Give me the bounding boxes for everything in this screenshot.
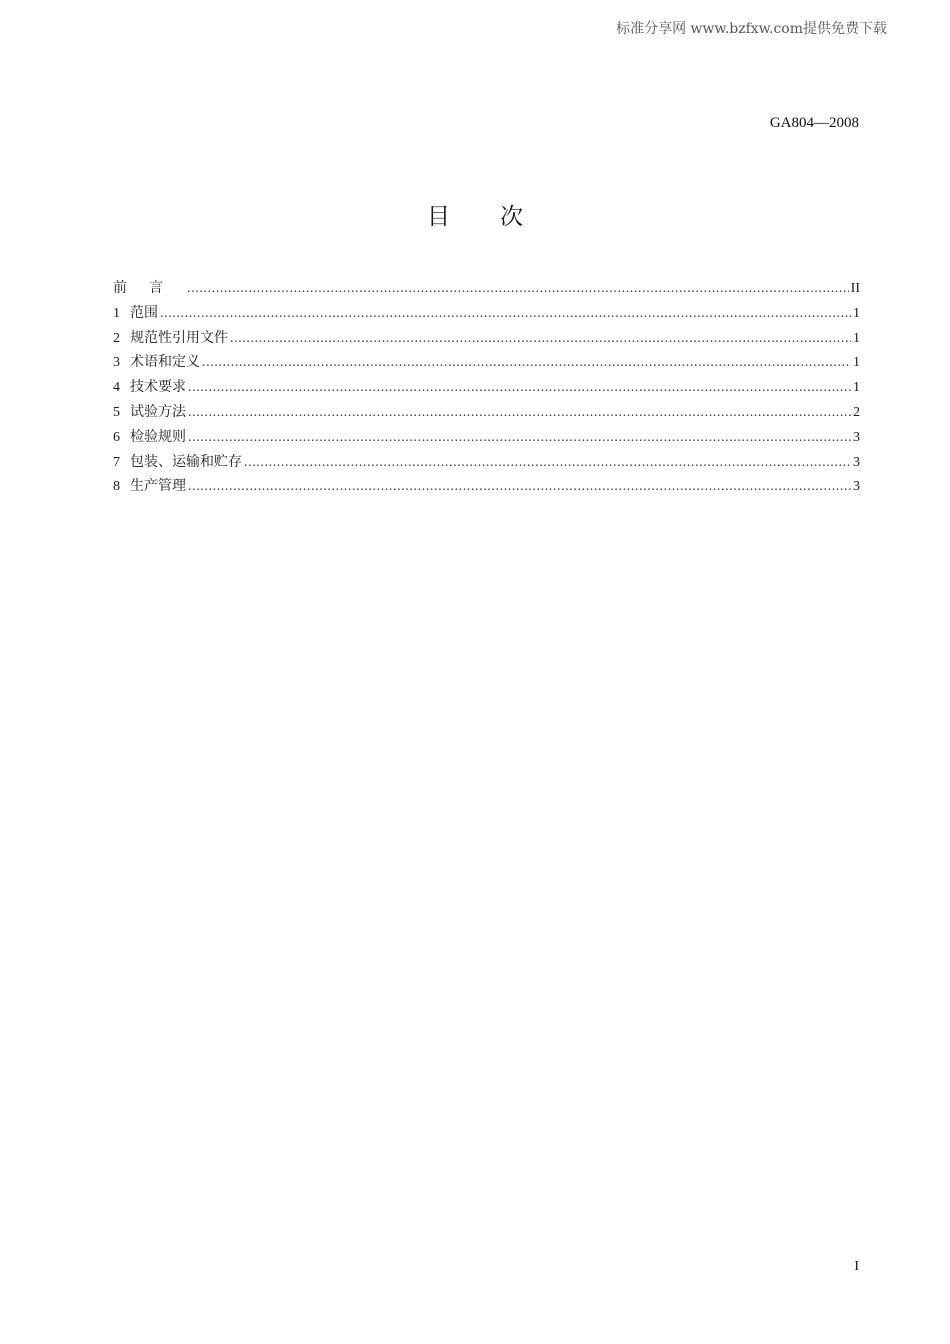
toc-entry-foreword[interactable]	[113, 276, 860, 301]
toc-entry-text: 检验规则	[130, 428, 186, 445]
toc-entry-text: 前言	[113, 280, 185, 296]
toc-entry-normative-references[interactable]	[113, 326, 860, 351]
toc-entry-page: 3	[853, 479, 860, 495]
toc-entry-page: 1	[853, 330, 860, 346]
toc-entry-packaging-transport-storage[interactable]	[113, 450, 860, 475]
toc-entry-number: 3	[113, 355, 120, 371]
toc-entry-test-methods[interactable]	[113, 400, 860, 425]
toc-entry-production-management[interactable]	[113, 474, 860, 499]
toc-entry-number: 2	[113, 330, 120, 346]
toc-entry-page: 3	[853, 454, 860, 470]
toc-entry-text: 试验方法	[130, 403, 186, 420]
toc-dot-leader	[188, 401, 851, 426]
toc-entry-text: 规范性引用文件	[130, 329, 228, 346]
toc-entry-number: 7	[113, 454, 120, 470]
toc-entry-terms-definitions[interactable]	[113, 350, 860, 375]
table-of-contents	[113, 276, 860, 499]
toc-dot-leader	[230, 327, 851, 352]
toc-entry-page: 3	[853, 429, 860, 445]
toc-dot-leader	[202, 351, 851, 376]
toc-title: 目次	[427, 204, 573, 230]
toc-entry-text: 技术要求	[130, 379, 186, 396]
toc-dot-leader	[188, 376, 851, 401]
toc-entry-text: 范围	[130, 304, 158, 321]
toc-entry-text: 生产管理	[130, 478, 186, 495]
toc-entry-number: 8	[113, 479, 120, 495]
toc-entry-technical-requirements[interactable]	[113, 375, 860, 400]
toc-dot-leader	[188, 426, 851, 451]
toc-entry-page: II	[850, 281, 860, 296]
toc-entry-page: 1	[853, 355, 860, 371]
toc-entry-page: 2	[853, 404, 860, 420]
standard-code: GA804—2008	[769, 115, 859, 131]
page-number: I	[854, 1259, 859, 1274]
toc-entry-number: 1	[113, 305, 120, 321]
toc-entry-scope[interactable]	[113, 301, 860, 326]
toc-entry-number: 5	[113, 404, 120, 420]
toc-entry-page: 1	[853, 305, 860, 321]
toc-dot-leader	[244, 451, 851, 476]
toc-entry-number: 4	[113, 380, 120, 396]
watermark-text: 标准分享网 www.bzfxw.com提供免费下载	[616, 21, 887, 37]
toc-dot-leader	[188, 475, 851, 500]
toc-entry-text: 包装、运输和贮存	[130, 453, 242, 470]
toc-entry-inspection-rules[interactable]	[113, 425, 860, 450]
toc-entry-text: 术语和定义	[130, 354, 200, 371]
toc-dot-leader	[187, 277, 849, 302]
toc-entry-page: 1	[853, 380, 860, 396]
toc-entry-number: 6	[113, 429, 120, 445]
toc-dot-leader	[160, 302, 851, 327]
